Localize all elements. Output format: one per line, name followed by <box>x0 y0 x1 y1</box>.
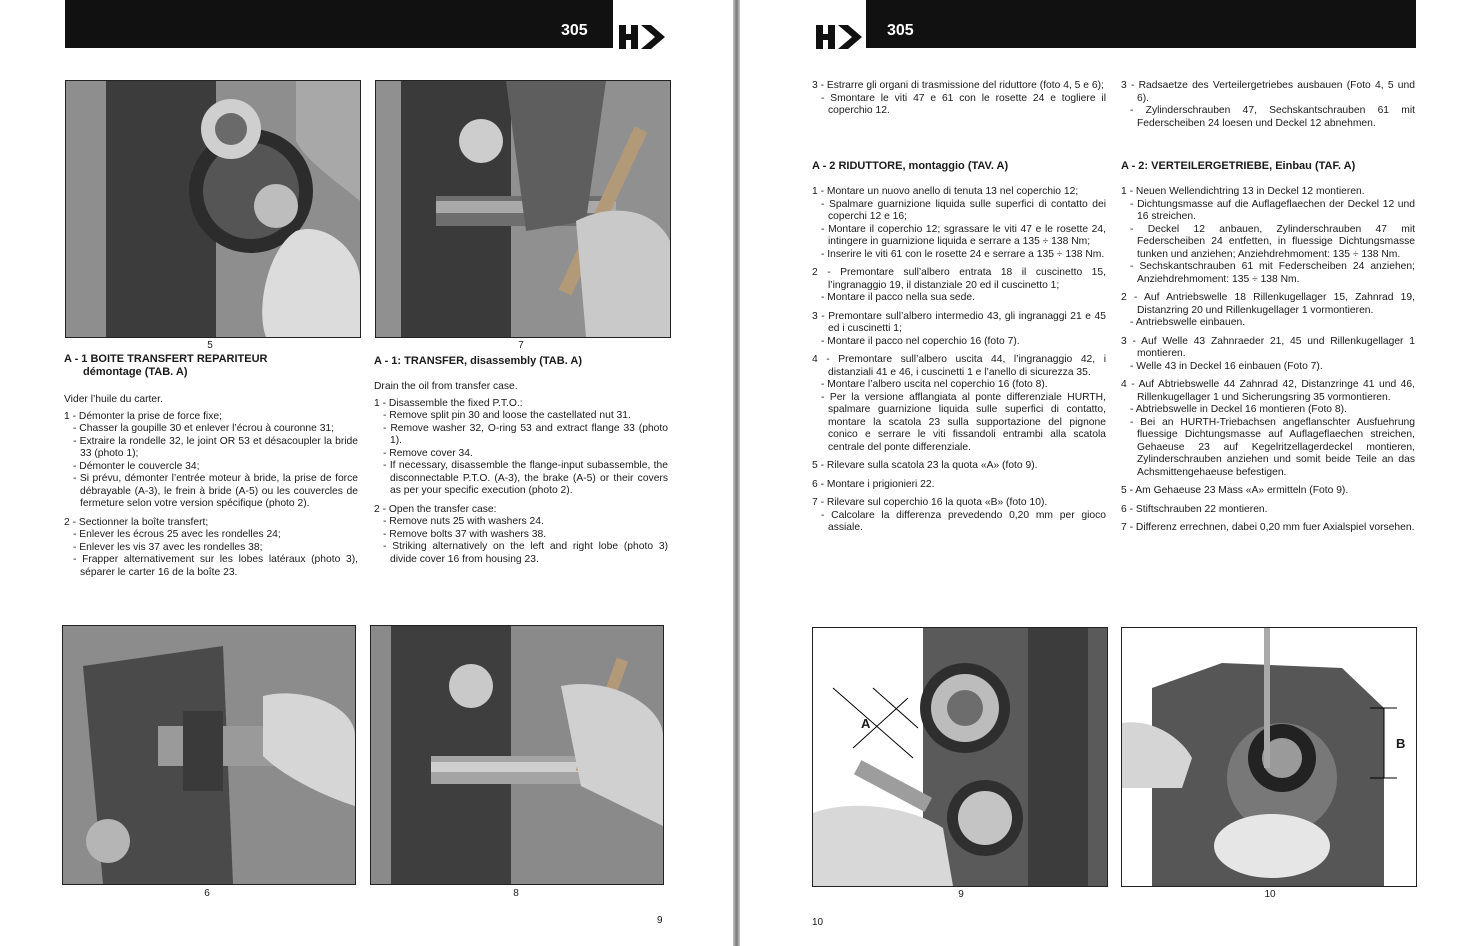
left-page <box>0 0 733 946</box>
step-item: 4 - Auf Abtriebswelle 44 Zahnrad 42, Distanzringe 41 und 46, Rillenkugellager 1 und Sicherungsring 35 vormontieren. <box>1121 379 1415 403</box>
section-title-de: A - 2: VERTEILERGETRIEBE, Einbau (TAF. A) <box>1121 160 1356 172</box>
step-item: 3 - Radsaetze des Verteilergetriebes ausbauen (Foto 4, 5 und 6). <box>1121 80 1415 104</box>
sub-step: - Spalmare guarnizione liquida sulle superfici di contatto dei coperchi 12 e 16; <box>812 199 1106 224</box>
sub-step: - Remove nuts 25 with washers 24. <box>374 516 668 529</box>
right-page <box>740 0 1471 946</box>
step-item: 2 - Premontare sull’albero entrata 18 il cuscinetto 15, l’ingranaggio 19, il distanziale 20 ed il cuscinetto 1; <box>812 267 1106 291</box>
photo-8 <box>370 625 664 885</box>
photo-caption: 8 <box>513 888 519 899</box>
instructions-it-top <box>812 80 1106 118</box>
step-item: 2 - Auf Antriebswelle 18 Rillenkugellager 15, Zahnrad 19, Distanzring 20 und Rillenkugellager 1 vormontieren. <box>1121 292 1415 316</box>
step-item: 4 - Premontare sull’albero uscita 44, l’ingranaggio 42, i distanziali 41 e 46, i cuscinetti 1 e l’anello di sicurezza 35. <box>812 354 1106 378</box>
step-item: 6 - Stiftschrauben 22 montieren. <box>1121 503 1268 515</box>
instructions-de-top <box>1121 80 1415 130</box>
instructions-de <box>1121 186 1415 535</box>
hd-logo-icon <box>814 24 864 50</box>
photo-caption: 7 <box>518 340 524 351</box>
sub-step: - Welle 43 in Deckel 16 einbauen (Foto 7). <box>1121 361 1415 374</box>
sub-step: - Smontare le viti 47 e 61 con le rosette 24 e togliere il coperchio 12. <box>812 93 1106 118</box>
step-item: 5 - Rilevare sulla scatola 23 la quota «A» (foto 9). <box>812 460 1038 471</box>
section-title-en: A - 1: TRANSFER, disassembly (TAB. A) <box>374 355 583 367</box>
instructions-en <box>374 381 668 566</box>
photo-caption: 9 <box>958 889 964 900</box>
step-item: 2 - Open the transfer case: <box>374 503 497 515</box>
sub-step: - Sechskantschrauben 61 mit Federscheiben 24 anziehen; Anziehdrehmoment: 135 ÷ 138 Nm. <box>1121 261 1415 286</box>
sub-step: - Per la versione afflangiata al ponte differenziale HURTH, spalmare guarnizione liquida sulle superfici di contatto, montare la scatola 23 sulla supportazione del pignone conico e serrare le viti fissandoli entrambi alla scatola centrale del ponte differenziale. <box>812 392 1106 455</box>
step-item: 6 - Montare i prigionieri 22. <box>812 478 935 490</box>
sub-step: - Zylinderschrauben 47, Sechskantschrauben 61 mit Federscheiben 24 loesen und Deckel 12 abnehmen. <box>1121 105 1415 130</box>
sub-step: - Enlever les vis 37 avec les rondelles 38; <box>64 542 358 555</box>
section-title-it: A - 2 RIDUTTORE, montaggio (TAV. A) <box>812 160 1009 172</box>
sub-step: - Deckel 12 anbauen, Zylinderschrauben 47 mit Federscheiben 24 entfetten, in fluessige Dichtungsmasse tunken und anziehen; Anziehdrehmoment: 135 ÷ 138 Nm. <box>1121 224 1415 262</box>
step-item: 5 - Am Gehaeuse 23 Mass «A» ermitteln (Foto 9). <box>1121 485 1349 496</box>
step-item: 2 - Sectionner la boîte transfert; <box>64 516 209 528</box>
page-folio: 10 <box>812 917 824 928</box>
section-title-line: A - 1 BOITE TRANSFERT REPARITEUR <box>64 353 268 365</box>
dimension-label-b: B <box>1396 736 1406 751</box>
step-item: 7 - Differenz errechnen, dabei 0,20 mm fuer Axialspiel vorsehen. <box>1121 522 1415 533</box>
photo-6 <box>62 625 356 885</box>
sub-step: - Remove split pin 30 and loose the castellated nut 31. <box>374 410 668 423</box>
photo-5 <box>65 80 361 338</box>
sub-step: - Montare il pacco nella sua sede. <box>812 292 1106 305</box>
step-item: 3 - Premontare sull’albero intermedio 43, gli ingranaggi 21 e 45 ed i cuscinetti 1; <box>812 310 1106 334</box>
step-item: 7 - Rilevare sul coperchio 16 la quota «B» (foto 10). <box>812 497 1048 508</box>
sub-step: - Démonter le couvercle 34; <box>64 461 358 474</box>
book-gutter <box>733 0 740 946</box>
header-bar <box>866 0 1416 48</box>
header-bar <box>65 0 613 48</box>
sub-step: - Antriebswelle einbauen. <box>1121 317 1415 330</box>
sub-step: - Frapper alternativement sur les lobes latéraux (photo 3), séparer le carter 16 de la boîte 23. <box>64 554 358 579</box>
section-title-line: démontage (TAB. A) <box>83 366 188 378</box>
intro-text: Drain the oil from transfer case. <box>374 381 518 392</box>
step-item: 3 - Estrarre gli organi di trasmissione del riduttore (foto 4, 5 e 6); <box>812 80 1104 91</box>
sub-step: - Dichtungsmasse auf die Auflageflaechen der Deckel 12 und 16 streichen. <box>1121 199 1415 224</box>
instructions-it <box>812 186 1106 535</box>
sub-step: - Extraire la rondelle 32, le joint OR 53 et désacoupler la bride 33 (photo 1); <box>64 436 358 461</box>
page-folio: 9 <box>657 915 663 926</box>
sub-step: - Inserire le viti 61 con le rosette 24 e serrare a 135 ÷ 138 Nm. <box>812 249 1106 262</box>
dimension-label-a: A <box>861 716 871 731</box>
photo-7 <box>375 80 671 338</box>
sub-step: - If necessary, disassemble the flange-input subassemble, the disconnectable P.T.O. (A-3), the brake (A-5) or their covers as per your specific execution (photo 2). <box>374 460 668 498</box>
page-header-number: 305 <box>561 22 588 39</box>
photo-caption: 10 <box>1264 889 1276 900</box>
sub-step: - Calcolare la differenza prevedendo 0,20 mm per gioco assiale. <box>812 510 1106 535</box>
step-item: 1 - Démonter la prise de force fixe; <box>64 410 222 422</box>
sub-step: - Chasser la goupille 30 et enlever l’écrou à couronne 31; <box>64 423 358 436</box>
sub-step: - Bei an HURTH-Triebachsen angeflanschter Ausfuehrung fluessige Dichtungsmasse auf Auflageflaechen streichen, Gehaeuse 23 auf Kegelritzellagerdeckel montieren, Zylinderschrauben anziehen und somit beide Teile an das Achsmittengehaeuse befestigen. <box>1121 417 1415 480</box>
photo-caption: 5 <box>207 340 213 351</box>
sub-step: - Remove bolts 37 with washers 38. <box>374 529 668 542</box>
sub-step: - Striking alternatively on the left and right lobe (photo 3) divide cover 16 from housing 23. <box>374 541 668 566</box>
page-header-number: 305 <box>887 22 914 39</box>
hd-logo-icon <box>617 24 667 50</box>
intro-text: Vider l’huile du carter. <box>64 394 163 405</box>
photo-caption: 6 <box>204 888 210 899</box>
sub-step: - Abtriebswelle in Deckel 16 montieren (Foto 8). <box>1121 404 1415 417</box>
step-item: 1 - Disassemble the fixed P.T.O.: <box>374 397 523 409</box>
sub-step: - Remove washer 32, O-ring 53 and extract flange 33 (photo 1). <box>374 423 668 448</box>
step-item: 1 - Neuen Wellendichtring 13 in Deckel 12 montieren. <box>1121 186 1365 197</box>
sub-step: - Si prévu, démonter l’entrée moteur à bride, la prise de force débrayable (A-3), le frein à bride (A-5) ou les couvercles de fermeture selon votre version spécifique (photo 2). <box>64 473 358 511</box>
step-item: 1 - Montare un nuovo anello di tenuta 13 nel coperchio 12; <box>812 186 1079 197</box>
photo-9 <box>812 627 1108 887</box>
sub-step: - Montare il pacco nel coperchio 16 (foto 7). <box>812 336 1106 349</box>
instructions-fr <box>64 394 358 579</box>
sub-step: - Remove cover 34. <box>374 448 668 461</box>
photo-10 <box>1121 627 1417 887</box>
sub-step: - Montare il coperchio 12; sgrassare le viti 47 e le rosette 24, intingere in guarnizione liquida e serrare a 135 ÷ 138 Nm; <box>812 224 1106 249</box>
sub-step: - Enlever les écrous 25 avec les rondelles 24; <box>64 529 358 542</box>
step-item: 3 - Auf Welle 43 Zahnraeder 21, 45 und Rillenkugellager 1 montieren. <box>1121 335 1415 359</box>
section-title-fr <box>64 353 364 379</box>
sub-step: - Montare l’albero uscita nel coperchio 16 (foto 8). <box>812 379 1106 392</box>
